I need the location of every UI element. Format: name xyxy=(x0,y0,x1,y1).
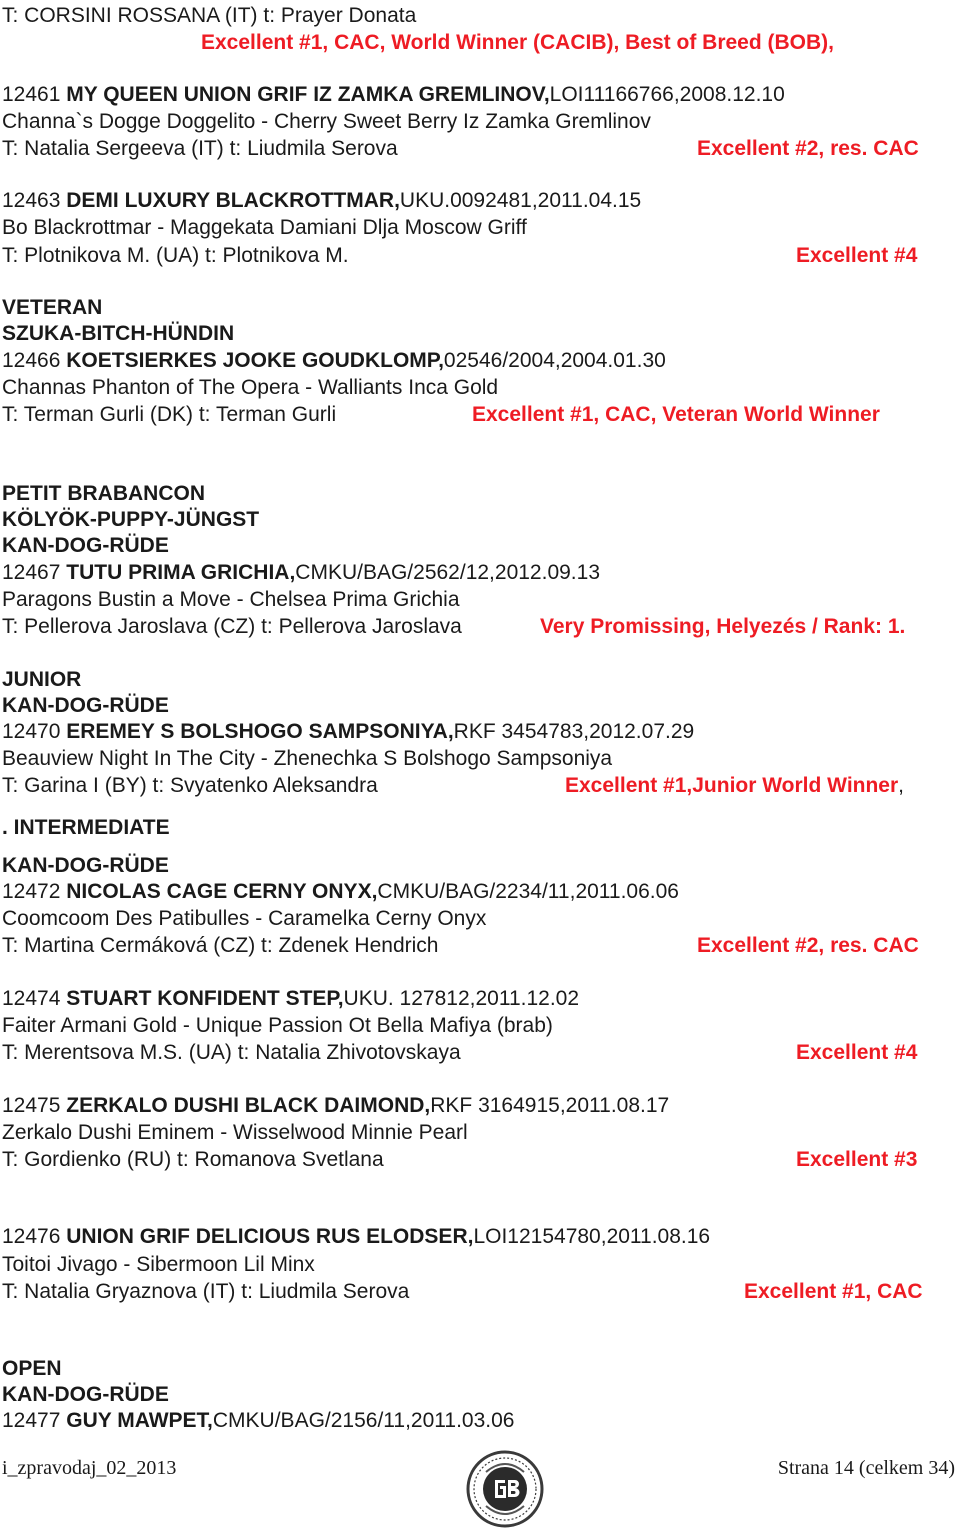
award-text: Excellent #2, res. CAC xyxy=(697,934,919,957)
gb-club-seal-icon xyxy=(466,1450,544,1528)
entry-number: 12477 xyxy=(2,1409,61,1432)
dog-entry-header xyxy=(2,190,641,211)
registration: CMKU/BAG/2562/12,2012.09.13 xyxy=(295,561,600,584)
entry-number: 12474 xyxy=(2,987,61,1010)
award-text: Excellent #1, CAC xyxy=(744,1280,923,1303)
dog-name: UNION GRIF DELICIOUS RUS ELODSER, xyxy=(66,1225,474,1248)
owner-line: T: Natalia Gryaznova (IT) t: Liudmila Serova xyxy=(2,1280,410,1303)
dog-entry-header xyxy=(2,84,785,105)
entry-number: 12461 xyxy=(2,83,61,106)
dog-name: DEMI LUXURY BLACKROTTMAR, xyxy=(66,189,400,212)
sex-heading: SZUKA-BITCH-HÜNDIN xyxy=(2,322,235,345)
dog-name: MY QUEEN UNION GRIF IZ ZAMKA GREMLINOV, xyxy=(66,83,550,106)
dog-entry-header xyxy=(2,1095,669,1116)
sex-heading: KAN-DOG-RÜDE xyxy=(2,1383,169,1406)
dog-entry-header xyxy=(2,881,679,902)
dog-entry-header xyxy=(2,1226,710,1247)
entry-number: 12476 xyxy=(2,1225,61,1248)
sex-heading: KAN-DOG-RÜDE xyxy=(2,854,169,877)
owner-line: T: Merentsova M.S. (UA) t: Natalia Zhivotovskaya xyxy=(2,1041,461,1064)
registration: UKU. 127812,2011.12.02 xyxy=(343,987,580,1010)
parents-line: Faiter Armani Gold - Unique Passion Ot Bella Mafiya (brab) xyxy=(2,1014,553,1037)
owner-line: T: Plotnikova M. (UA) t: Plotnikova M. xyxy=(2,244,349,267)
sex-heading: KAN-DOG-RÜDE xyxy=(2,694,169,717)
entry-number: 12463 xyxy=(2,189,61,212)
registration: UKU.0092481,2011.04.15 xyxy=(399,189,642,212)
award-text: Excellent #4 xyxy=(796,1041,918,1064)
owner-line: T: Pellerova Jaroslava (CZ) t: Pellerova Jaroslava xyxy=(2,615,462,638)
parents-line: Toitoi Jivago - Sibermoon Lil Minx xyxy=(2,1253,315,1276)
page-number: Strana 14 (celkem 34) xyxy=(777,1457,955,1479)
registration: RKF 3164915,2011.08.17 xyxy=(430,1094,670,1117)
owner-line: T: Martina Cermáková (CZ) t: Zdenek Hendrich xyxy=(2,934,439,957)
owner-line: T: Terman Gurli (DK) t: Terman Gurli xyxy=(2,403,337,426)
class-heading: . INTERMEDIATE xyxy=(2,816,170,839)
parents-line: Channa`s Dogge Doggelito - Cherry Sweet Berry Iz Zamka Gremlinov xyxy=(2,110,651,133)
dog-name: GUY MAWPET, xyxy=(66,1409,213,1432)
class-heading: VETERAN xyxy=(2,296,103,319)
parents-line: Coomcoom Des Patibulles - Caramelka Cerny Onyx xyxy=(2,907,487,930)
registration: RKF 3454783,2012.07.29 xyxy=(453,720,695,743)
award-line xyxy=(565,775,904,796)
award-text: Excellent #1, CAC, World Winner (CACIB), Best of Breed (BOB), xyxy=(201,31,834,54)
owner-line: T: CORSINI ROSSANA (IT) t: Prayer Donata xyxy=(2,4,417,27)
entry-number: 12475 xyxy=(2,1094,61,1117)
registration: CMKU/BAG/2234/11,2011.06.06 xyxy=(377,880,679,903)
class-heading: OPEN xyxy=(2,1357,62,1380)
parents-line: Channas Phanton of The Opera - Walliants Inca Gold xyxy=(2,376,499,399)
award-text: Excellent #3 xyxy=(796,1148,918,1171)
registration: 02546/2004,2004.01.30 xyxy=(443,349,666,372)
entry-number: 12472 xyxy=(2,880,61,903)
award-text: Excellent #4 xyxy=(796,244,918,267)
registration: CMKU/BAG/2156/11,2011.03.06 xyxy=(212,1409,515,1432)
dog-entry-header xyxy=(2,350,666,371)
entry-number: 12466 xyxy=(2,349,61,372)
sex-heading: KAN-DOG-RÜDE xyxy=(2,534,169,557)
owner-line: T: Gordienko (RU) t: Romanova Svetlana xyxy=(2,1148,384,1171)
registration: LOI11166766,2008.12.10 xyxy=(549,83,785,106)
parents-line: Zerkalo Dushi Eminem - Wisselwood Minnie Pearl xyxy=(2,1121,468,1144)
dog-name: STUART KONFIDENT STEP, xyxy=(66,987,344,1010)
parents-line: Paragons Bustin a Move - Chelsea Prima Grichia xyxy=(2,588,460,611)
registration: LOI12154780,2011.08.16 xyxy=(473,1225,711,1248)
dog-name: NICOLAS CAGE CERNY ONYX, xyxy=(66,880,378,903)
award-text: Excellent #2, res. CAC xyxy=(697,137,919,160)
entry-number: 12470 xyxy=(2,720,61,743)
parents-line: Bo Blackrottmar - Maggekata Damiani Dlja Moscow Griff xyxy=(2,216,527,239)
dog-name: KOETSIERKES JOOKE GOUDKLOMP, xyxy=(66,349,444,372)
breed-heading: PETIT BRABANCON xyxy=(2,482,205,505)
owner-line: T: Garina I (BY) t: Svyatenko Aleksandra xyxy=(2,774,378,797)
dog-name: ZERKALO DUSHI BLACK DAIMOND, xyxy=(66,1094,431,1117)
owner-line: T: Natalia Sergeeva (IT) t: Liudmila Serova xyxy=(2,137,398,160)
dog-entry-header xyxy=(2,562,600,583)
trailing-comma: , xyxy=(898,774,905,797)
award-text: Excellent #1, CAC, Veteran World Winner xyxy=(472,403,880,426)
class-heading: KÖLYÖK-PUPPY-JÜNGST xyxy=(2,508,260,531)
award-text: Very Promissing, Helyezés / Rank: 1. xyxy=(540,615,906,638)
footer-filename: i_zpravodaj_02_2013 xyxy=(2,1457,177,1479)
parents-line: Beauview Night In The City - Zhenechka S Bolshogo Sampsoniya xyxy=(2,747,613,770)
dog-name: EREMEY S BOLSHOGO SAMPSONIYA, xyxy=(66,720,454,743)
class-heading: JUNIOR xyxy=(2,668,82,691)
award-text: Excellent #1,Junior World Winner xyxy=(565,774,899,797)
dog-entry-header xyxy=(2,1410,514,1431)
entry-number: 12467 xyxy=(2,561,61,584)
dog-entry-header xyxy=(2,988,579,1009)
dog-entry-header xyxy=(2,721,694,742)
dog-name: TUTU PRIMA GRICHIA, xyxy=(66,561,296,584)
